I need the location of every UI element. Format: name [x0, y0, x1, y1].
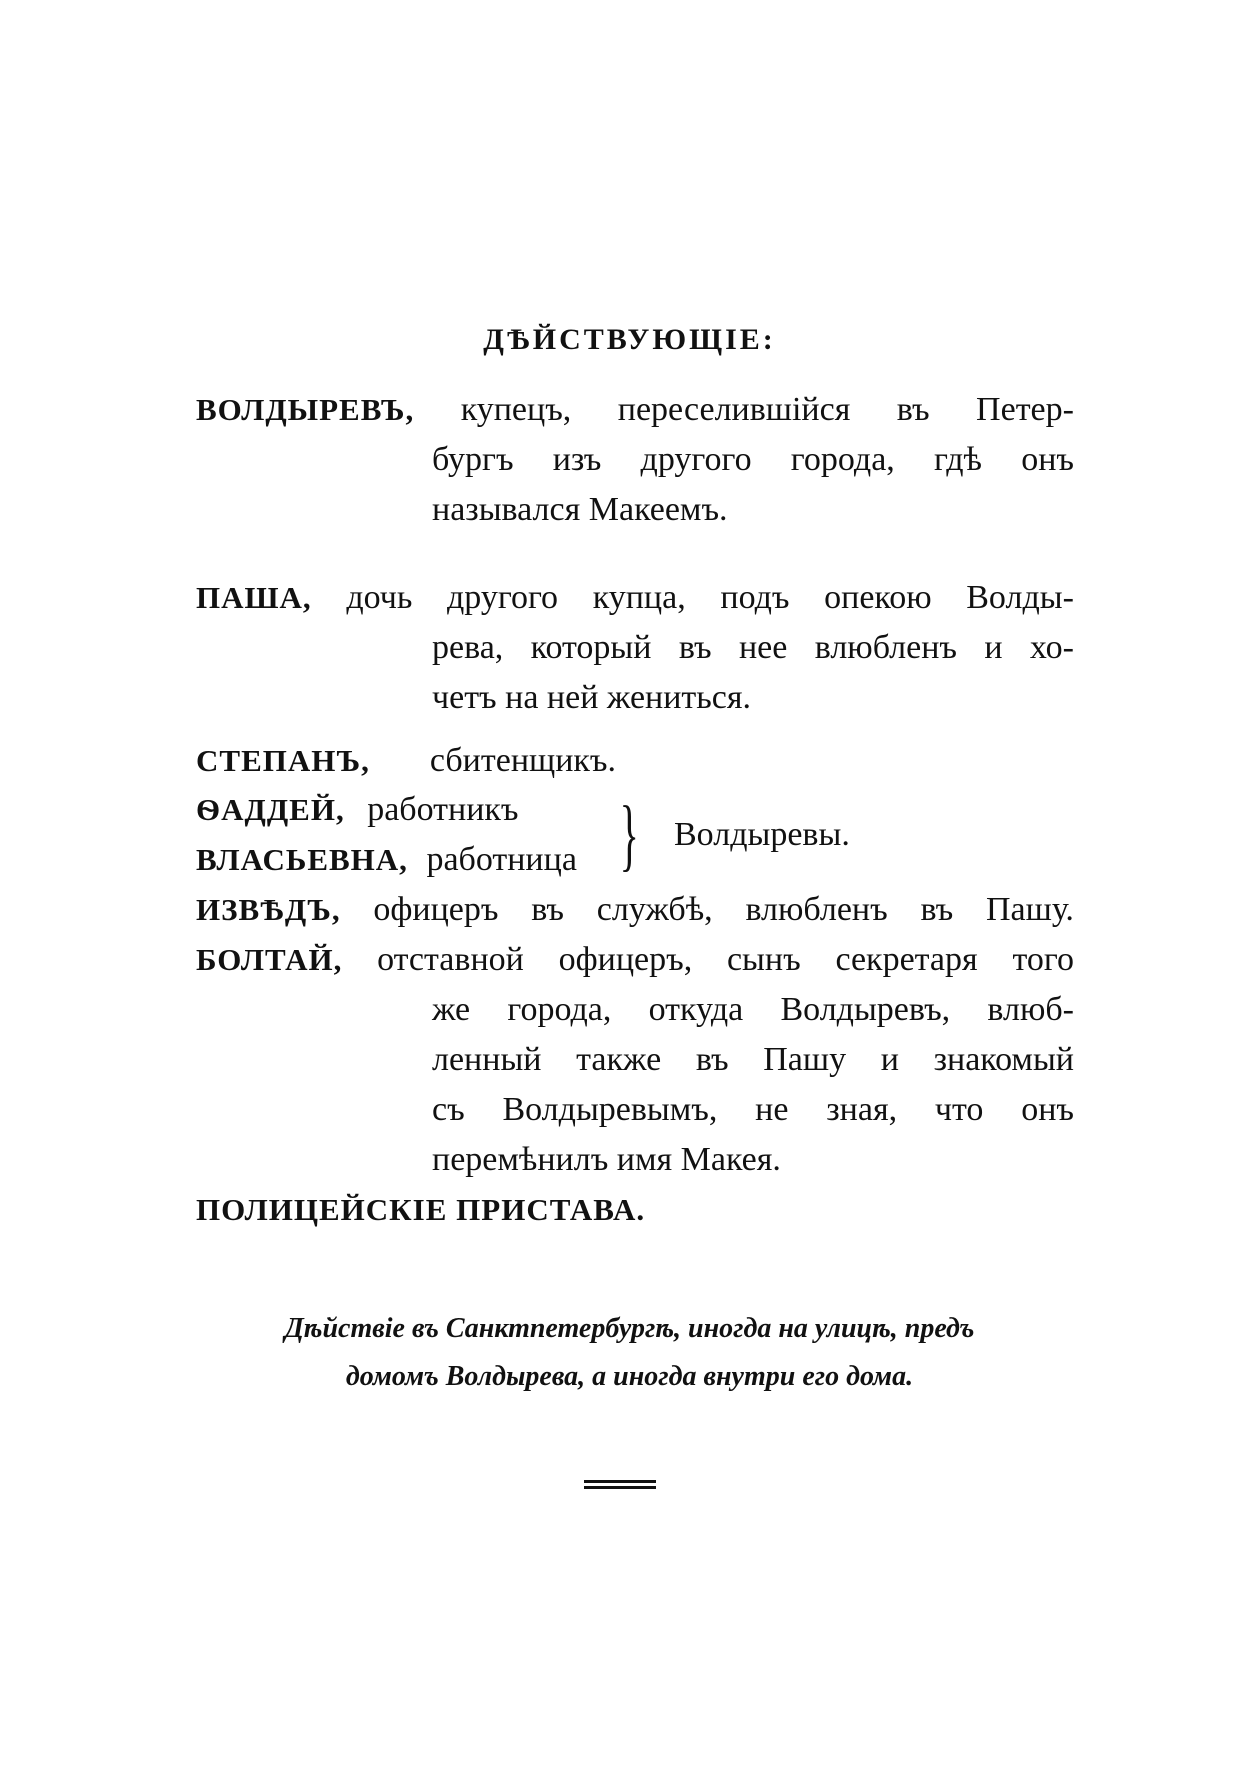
character-entry-pasha: [196, 573, 1074, 723]
character-entry-stepan: [196, 736, 616, 786]
entry-line: же города, откуда Волдыревъ, влюб-: [432, 991, 1074, 1028]
servant-row: ѲАДДЕЙ, работникъ: [196, 791, 519, 828]
entry-line: перемѣнилъ имя Макея.: [432, 1141, 781, 1178]
character-name: БОЛТАЙ,: [196, 942, 343, 977]
double-rule-divider: [584, 1480, 656, 1489]
entry-line: четъ на ней жениться.: [432, 679, 752, 716]
entry-line: рева, который въ нее влюбленъ и хо-: [432, 629, 1074, 666]
character-name: ПАША,: [196, 580, 312, 615]
entry-line: назывался Макеемъ.: [432, 491, 728, 528]
entry-first-line: СТЕПАНЪ, сбитенщикъ.: [196, 736, 616, 786]
servants-group: [196, 785, 896, 885]
character-name: СТЕПАНЪ,: [196, 743, 370, 778]
character-entry-voldyrev: [196, 385, 1074, 535]
entry-first-line: ИЗВѢДЪ, офицеръ въ службѣ, влюбленъ въ Пашу.: [196, 885, 1074, 935]
character-entry-izved: [196, 885, 1074, 935]
setting-line-2: домомъ Волдырева, а иногда внутри его дома.: [345, 1361, 914, 1392]
setting-line-1: Дѣйствіе въ Санктпетербургѣ, иногда на улицѣ, предъ: [284, 1313, 975, 1344]
character-name: ѲАДДЕЙ,: [196, 792, 345, 827]
entry-line: бургъ изъ другого города, гдѣ онъ: [432, 441, 1074, 478]
servant-row: ВЛАСЬЕВНА, работница: [196, 841, 577, 878]
page-heading: ДѢЙСТВУЮЩІЕ:: [483, 323, 776, 356]
entry-line: съ Волдыревымъ, не зная, что онъ: [432, 1091, 1074, 1128]
character-entry-boltay: [196, 935, 1074, 1185]
character-name: ВОЛДЫРЕВЪ,: [196, 392, 415, 427]
curly-brace: }: [619, 791, 639, 879]
entry-first-line: БОЛТАЙ, отставной офицеръ, сынъ секретаря того: [196, 935, 1074, 985]
character-entry-police: [196, 1185, 1074, 1235]
character-name: ВЛАСЬЕВНА,: [196, 842, 408, 877]
character-name: ПОЛИЦЕЙСКІЕ ПРИСТАВА.: [196, 1192, 646, 1227]
entry-first-line: ВОЛДЫРЕВЪ, купецъ, переселившійся въ Петер-: [196, 385, 1074, 435]
character-name: ИЗВѢДЪ,: [196, 892, 341, 927]
entry-line: ленный также въ Пашу и знакомый: [432, 1041, 1074, 1078]
entry-first-line: ПАША, дочь другого купца, подъ опекою Волды-: [196, 573, 1074, 623]
brace-label: Волдыревы.: [674, 816, 850, 853]
